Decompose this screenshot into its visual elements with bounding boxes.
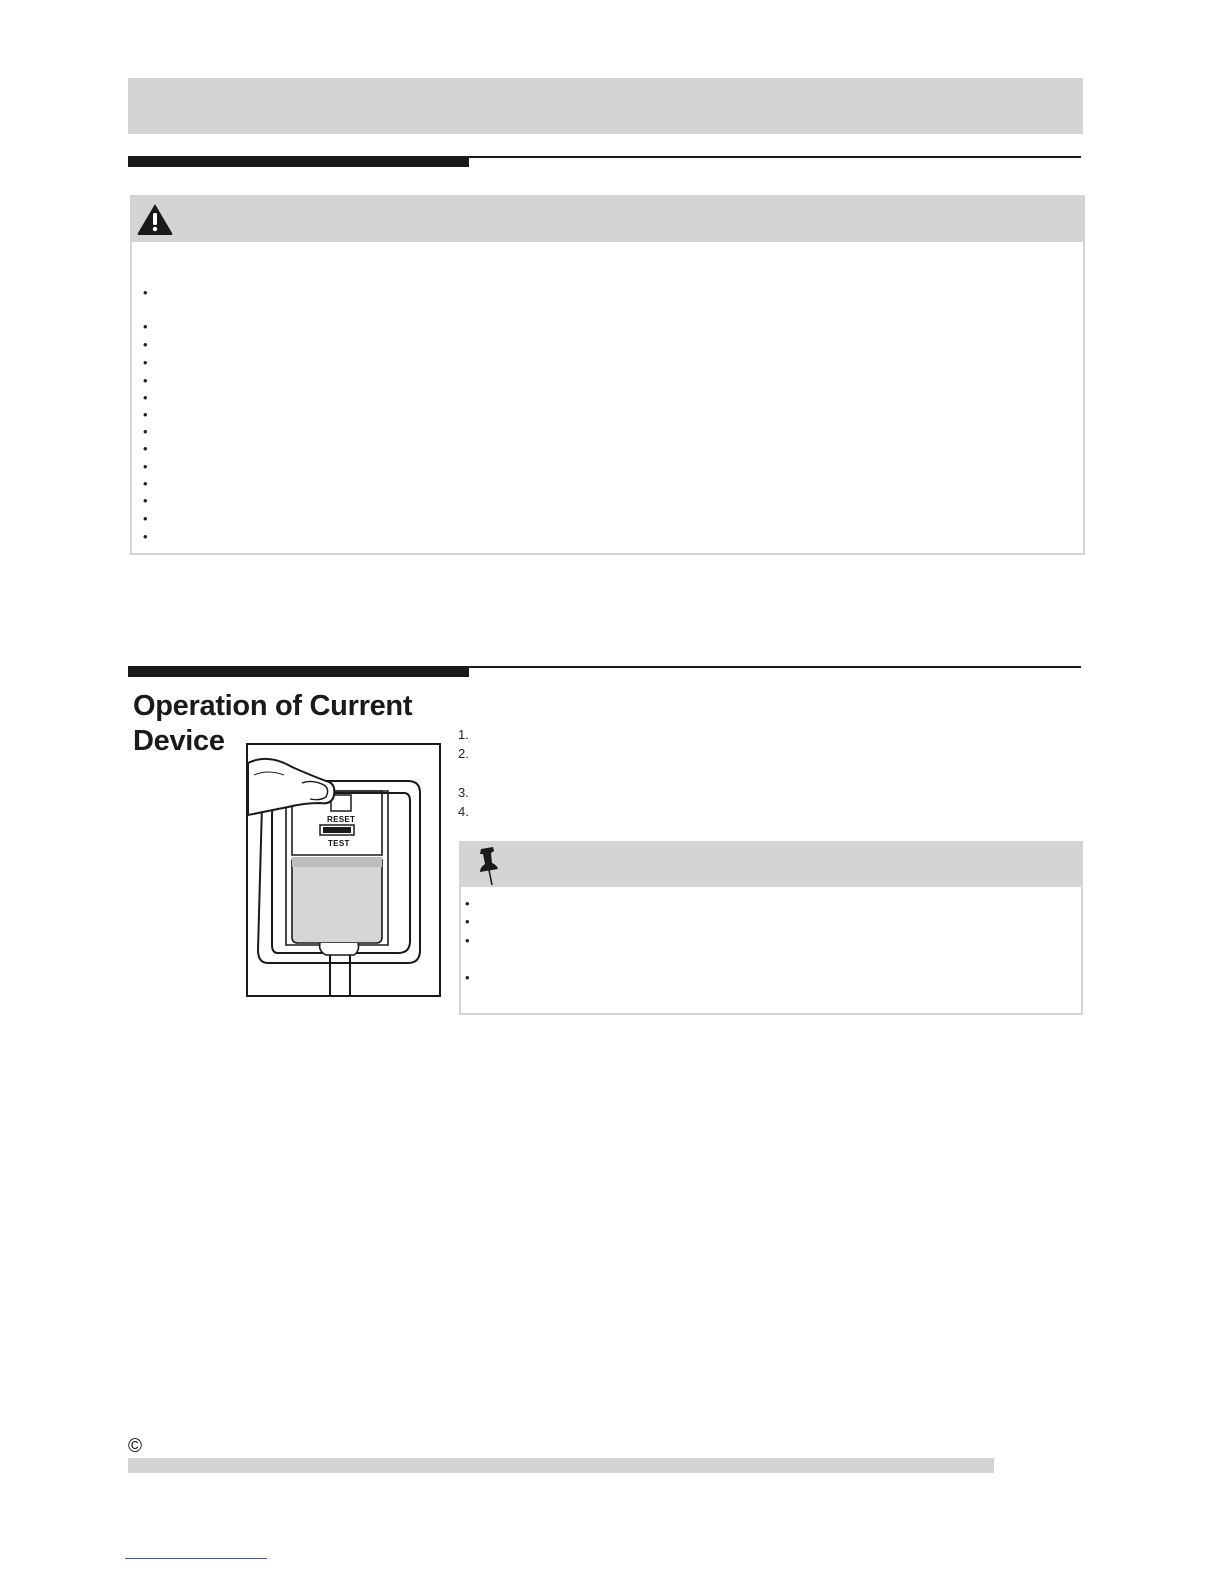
warning-bullet: • (143, 373, 148, 388)
warning-bullet: • (143, 476, 148, 491)
warning-bullet: • (143, 285, 148, 300)
note-header (461, 843, 1081, 887)
note-box (459, 841, 1083, 1015)
warning-bullet: • (143, 337, 148, 352)
section-heading-line1: Operation of Current (133, 690, 413, 722)
section-rule-thick (128, 156, 469, 167)
section-heading-line2: Device (133, 725, 225, 757)
pushpin-icon (473, 845, 503, 887)
reset-label: RESET (327, 815, 356, 824)
warning-bullet: • (143, 407, 148, 422)
test-label: TEST (328, 839, 350, 848)
link-underline[interactable] (125, 1558, 267, 1559)
step-number: 2. (458, 746, 469, 761)
warning-bullet: • (143, 390, 148, 405)
warning-bullet: • (143, 511, 148, 526)
warning-header (132, 197, 1083, 242)
warning-bullet: • (143, 355, 148, 370)
note-bullet: • (465, 914, 470, 929)
warning-bullet: • (143, 319, 148, 334)
current-device-illustration (246, 743, 441, 997)
warning-bullet: • (143, 459, 148, 474)
section-rule-thin (469, 666, 1081, 668)
warning-triangle-icon (136, 202, 174, 236)
top-banner (128, 78, 1083, 134)
warning-bullet: • (143, 424, 148, 439)
footer-bar (128, 1458, 994, 1473)
note-bullet: • (465, 970, 470, 985)
warning-bullet: • (143, 441, 148, 456)
note-bullet: • (465, 896, 470, 911)
step-number: 1. (458, 727, 469, 742)
note-bullet: • (465, 933, 470, 948)
warning-box (130, 195, 1085, 555)
section-rule-thick (128, 666, 469, 677)
section-rule-thin (469, 156, 1081, 158)
step-number: 4. (458, 804, 469, 819)
warning-bullet: • (143, 529, 148, 544)
step-number: 3. (458, 785, 469, 800)
copyright-symbol: © (128, 1436, 142, 1457)
warning-bullet: • (143, 493, 148, 508)
